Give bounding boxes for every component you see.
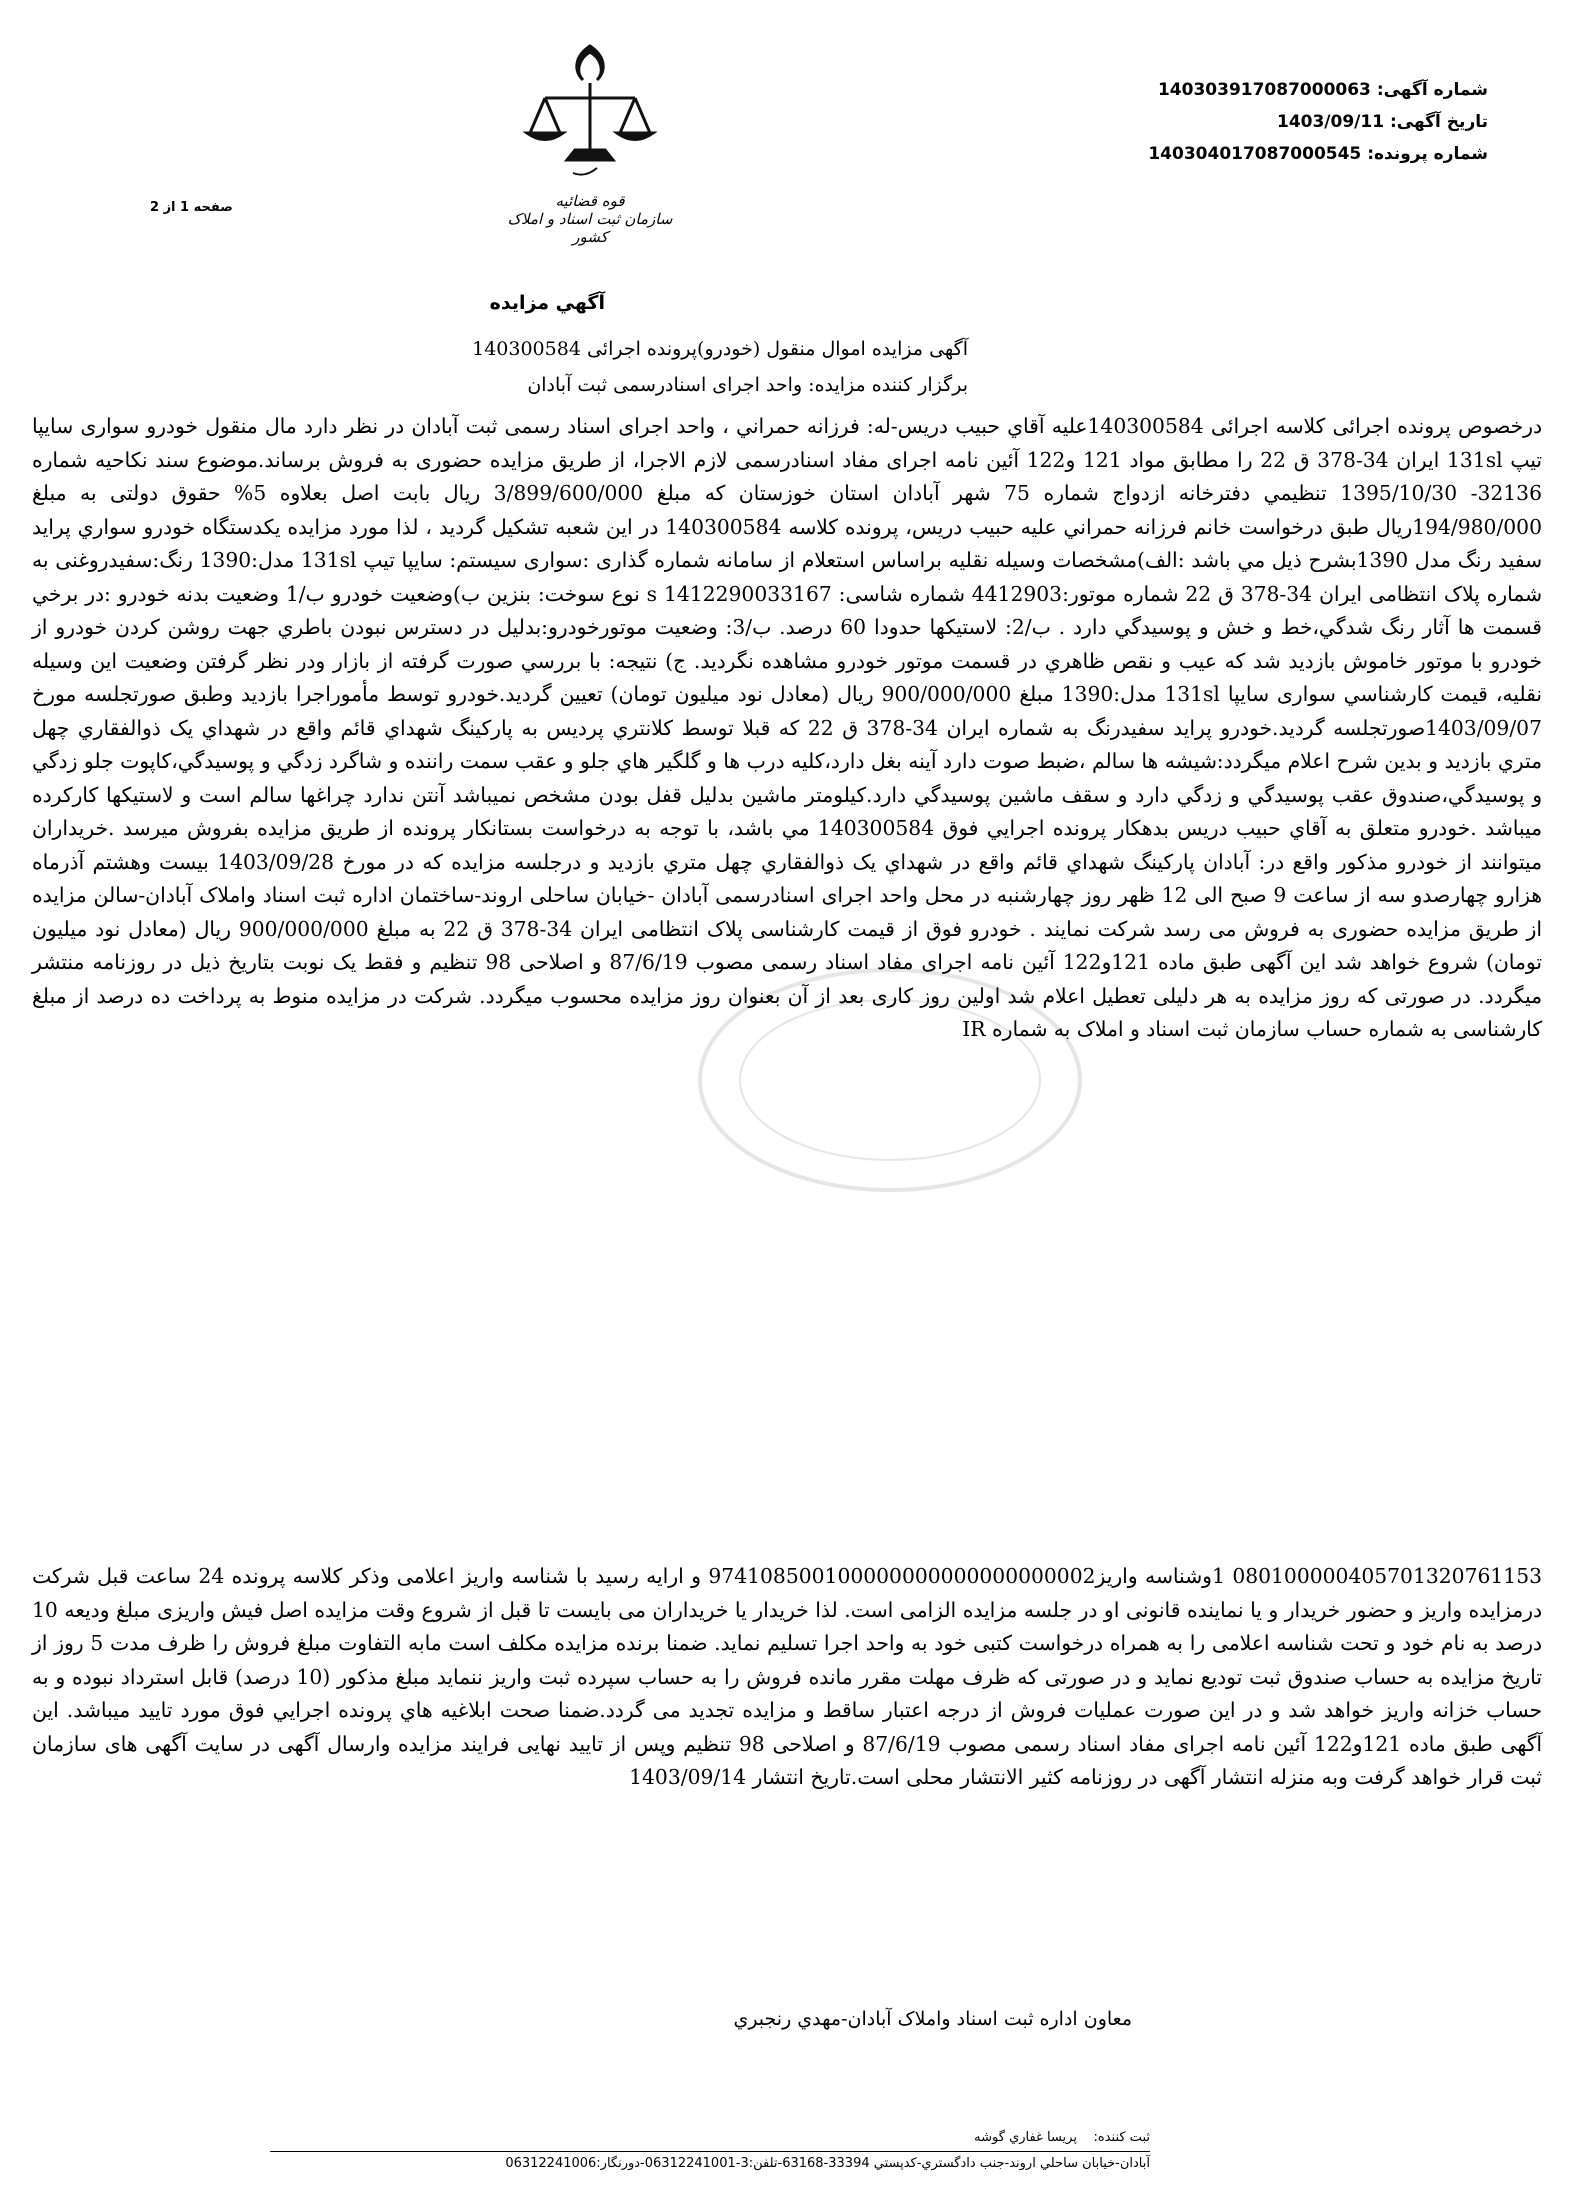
footer-address: آبادان-خيابان ساحلي اروند-جنب دادگستري-كدپستي 33394-63168-تلفن:3-06312241001-دورنگار:06312241006 — [270, 2151, 1150, 2171]
registrar-label: ثبت كننده: — [1093, 2130, 1150, 2145]
ad-number: 140303917087000063 — [1157, 80, 1371, 100]
body-paragraph-1: درخصوص پرونده اجرائی کلاسه اجرائی 140300584علیه آقاي حبيب دريس-له: فرزانه حمراني ، واحد اجرای اسناد رسمی ثبت آبادان در نظر دارد مال منقول خودرو سواری سایپا تیپ 131sl ایران 34-378 ق 22 را مطابق مواد 121 و122 آئین نامه اجرای مفاد اسنادرسمی لازم الاجرا، از طریق مزایده حضوری به فروش برساند.موضوع سند نکاحيه شماره 32136- 1395/10/30 تنظيمي دفترخانه ازدواج شماره 75 شهر آبادان استان خوزستان كه مبلغ 3/899/600/000 ريال بابت اصل بعلاوه 5% حقوق دولتی به مبلغ 194/980/000ريال طبق درخواست خانم فرزانه حمراني عليه حبيب دريس، پرونده کلاسه 140300584 در این شعبه تشکیل گرديد ، لذا مورد مزايده يكدستگاه خودرو سواري پرايد سفيد رنگ مدل 1390بشرح ذيل مي باشد :الف)مشخصات وسیله نقلیه براساس استعلام از سامانه شماره گذاری :سواری سیستم: سایپا تیپ 131sl مدل:1390 رنگ:سفیدروغنی به شماره پلاک انتظامی ایران 34-378 ق 22 شماره موتور:4412903 شماره شاسی: 1412290033167 s نوع سوخت: بنزین ب)وضعيت خودرو ب/1 وضعيت بدنه خودرو :در برخي قسمت ها آثار رنگ شدگي،خط و خش و پوسيدگي دارد . ب/2: لاستيكها حدودا 60 درصد. ب/3: وضعيت موتورخودرو:بدليل در دسترس نبودن باطري جهت روشن كردن خودرو از خودرو با موتور خاموش بازديد شد كه عيب و نقص ظاهري در قسمت موتور خودرو مشاهده نگرديد. ج) نتيجه: با بررسي صورت گرفته از بازار ودر نظر گرفتن وضعيت اين وسيله نقليه، قيمت كارشناسي سواری سایپا 131sl مدل:1390 مبلغ 900/000/000 ريال (معادل نود ميليون تومان) تعيين گرديد.خودرو توسط مأموراجرا بازديد وطبق صورتجلسه مورخ 1403/09/07صورتجلسه گرديد.خودرو پرايد سفيدرنگ به شماره ايران 34-378 ق 22 كه قبلا توسط كلانتري پرديس به پاركينگ شهداي قائم واقع در شهداي يک ذوالفقاري چهل متري بازديد و بدين شرح اعلام ميگردد:شيشه ها سالم ،ضبط صوت دارد آينه بغل دارد،كليه درب ها و گلگير هاي جلو و عقب سمت راننده و شاگرد زدگي و پوسيدگي،كاپوت جلو زدگي و پوسيدگي،صندوق عقب پوسيدگي و زدگي دارد و سقف ماشين پوسيدگي دارد.كيلومتر ماشين بدليل قفل بودن مشخص نميباشد آنتن ندارد چراغها سالم است و لاستيكها كاركرده ميباشد .خودرو متعلق به آقاي حبيب دريس بدهكار پرونده اجرايي فوق 140300584 مي باشد، با توجه به درخواست بستانكار پرونده از طريق مزايده بفروش ميرسد .خريداران ميتوانند از خودرو مذكور واقع در: آبادان پاركينگ شهداي قائم واقع در شهداي يک ذوالفقاري چهل متري بازديد و درجلسه مزایده كه در مورخ 1403/09/28 بيست وهشتم آذرماه هزارو چهارصدو سه از ساعت 9 صبح الی 12 ظهر روز چهارشنبه در محل واحد اجرای اسنادرسمی آبادان -خیابان ساحلی اروند-ساختمان اداره ثبت اسناد واملاک آبادان-سالن مزایده از طريق مزايده حضوری به فروش می رسد شرکت نمایند . خودرو فوق از قیمت کارشناسی پلاک انتظامی ایران 34-378 ق 22 به مبلغ 900/000/000 ريال (معادل نود ميليون تومان) شروع خواهد شد این آگهی طبق ماده 121و122 آئين نامه اجرای مفاد اسناد رسمی مصوب 87/6/19 و اصلاحی 98 تنظیم و فقط يک نوبت بتاريخ ذيل در روزنامه منتشر ميگردد. در صورتی که روز مزایده به هر دلیلی تعطیل اعلام شد اولین روز کاری بعد از آن بعنوان روز مزایده محسوب میگردد. شرکت در مزایده منوط به پرداخت ده درصد از مبلغ کارشناسی به شماره حساب سازمان ثبت اسناد و املاک به شماره IR — [32, 414, 1543, 1041]
file-number-row — [1148, 138, 1488, 170]
ad-metadata — [1148, 74, 1488, 170]
body-paragraph-2: 080100000405701320761153 1وشناسه واريز974108500100000000000000000002 و ارايه رسيد با شناسه واريز اعلامی وذکر کلاسه پرونده 24 ساعت قبل شرکت درمزایده واريز و حضور خريدار و يا نماينده قانونی او در جلسه مزايده الزامی است. لذا خريدار يا خريداران می بايست تا قبل از شروع وقت مزايده اصل فيش واريزی مبلغ وديعه 10 درصد به نام خود و تحت شناسه اعلامی را به همراه درخواست کتبی خود به واحد اجرا تسليم نمايد. ضمنا برنده مزايده مکلف است مابه التفاوت مبلغ فروش را ظرف مدت 5 روز از تاريخ مزايده به حساب صندوق ثبت توديع نمايد و در صورتی که ظرف مهلت مقرر مانده فروش را به حساب سپرده ثبت واريز ننمايد مبلغ مذکور (10 درصد) قابل استرداد نبوده و به حساب خزانه واريز خواهد شد و در اين صورت عمليات فروش از درجه اعتبار ساقط و مزايده تجديد می گردد.ضمنا صحت ابلاغيه هاي پرونده اجرايي فوق مورد تاييد ميباشد. اين آگهی طبق ماده 121و122 آئين نامه اجرای مفاد اسناد رسمی مصوب 87/6/19 و اصلاحی 98 تنظيم وپس از تاييد نهايی فرايند مزايده وارسال آگهی در سايت آگهی های سازمان ثبت قرار خواهد گرفت وبه منزله انتشار آگهی در روزنامه کثير الانتشار محلی است.تاريخ انتشار 1403/09/14 — [32, 1564, 1542, 1789]
ad-number-label: شماره آگهی: — [1376, 80, 1488, 100]
intro-line: برگزار کننده مزایده: واحد اجرای اسنادرسمی ثبت آبادان — [527, 374, 968, 396]
file-number-label: شماره پرونده: — [1367, 144, 1488, 164]
organization-name — [505, 192, 675, 246]
document-title: آگهي مزايده — [489, 292, 605, 314]
registrar — [270, 2130, 1150, 2145]
intro-line: آگهی مزایده اموال منقول (خودرو)پرونده اجرائی 140300584 — [472, 338, 968, 360]
ad-number-row — [1148, 74, 1488, 106]
emblem-caption: قوه قضائیه — [555, 192, 625, 210]
ad-date-row — [1148, 106, 1488, 138]
org-name: سازمان ثبت اسناد و املاک کشور — [507, 210, 673, 246]
signature-line: معاون اداره ثبت اسناد واملاک آبادان-مهدي رنجبري — [733, 2008, 1132, 2030]
page-number: صفحه 1 از 2 — [150, 200, 233, 215]
ad-date-label: تاریخ آگهی: — [1389, 112, 1488, 132]
registrar-name: پريسا غفاري گوشه — [974, 2130, 1077, 2145]
ad-date: 1403/09/11 — [1276, 112, 1385, 132]
footer — [270, 2130, 1150, 2171]
file-number: 140304017087000545 — [1148, 144, 1362, 164]
